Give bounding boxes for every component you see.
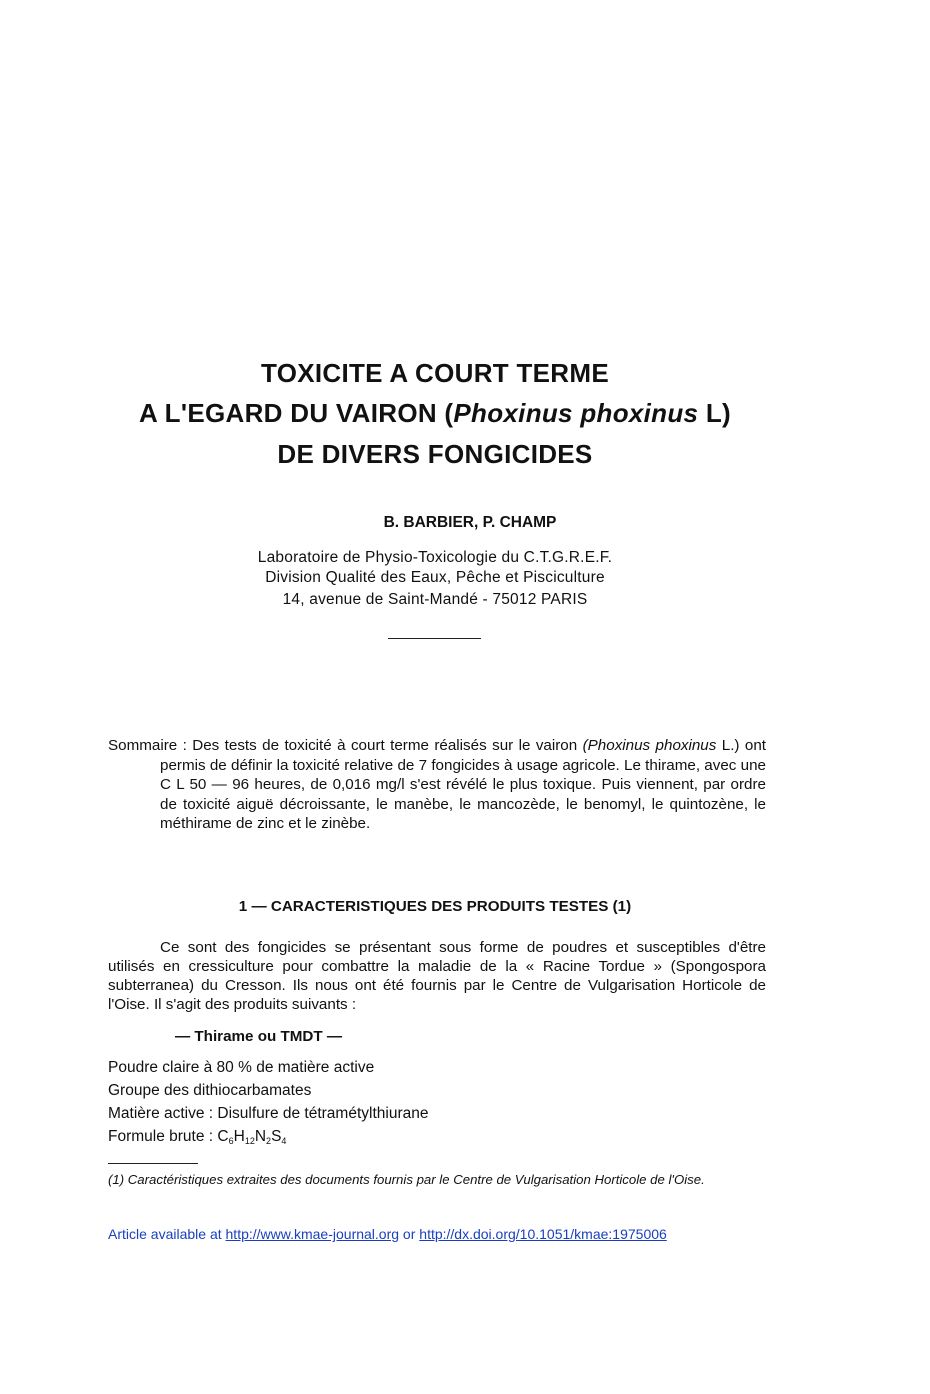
species-name: Phoxinus phoxinus <box>453 398 699 428</box>
product-line-1: Poudre claire à 80 % de matière active <box>108 1059 375 1076</box>
title-line-2 <box>0 398 870 429</box>
article-prefix: Article available at <box>108 1226 226 1242</box>
article-availability <box>108 1226 667 1242</box>
doi-link[interactable]: http://dx.doi.org/10.1051/kmae:1975006 <box>419 1226 667 1242</box>
product-line-3: Matière active : Disulfure de tétramétylthiurane <box>108 1105 429 1122</box>
footnote-text: (1) Caractéristiques extraites des documents fournis par le Centre de Vulgarisation Horticole de l'Oise. <box>108 1172 705 1187</box>
journal-link[interactable]: http://www.kmae-journal.org <box>225 1226 400 1242</box>
section-paragraph: Ce sont des fongicides se présentant sous forme de poudres et susceptibles d'être utilisés en cressiculture pour combattre la maladie de la « Racine Tordue » (Spongospora subterranea) du Cresson. Ils nous ont été fournis par le Centre de Vulgarisation Horticole de l'Oise. Il s'agit des produits suivants : <box>108 939 766 1013</box>
affiliation-line-1: Laboratoire de Physio-Toxicologie du C.T.G.R.E.F. <box>257 549 613 566</box>
product-formula-line <box>108 1128 286 1146</box>
title-line-2-suffix: L) <box>698 398 731 428</box>
abstract-text-b: L.) ont permis de définir la toxicité relative de 7 fongicides à usage agricole. Le thirame, avec une C L 50 — 96 heures, de 0,016 mg/l s'est révélé le plus toxique. Puis viennent, par ordre de toxicité aiguë décroissante, le manèbe, le mancozède, le benomyl, le quintozène, le méthirame de zinc et le zinèbe. <box>160 737 767 832</box>
title-line-1: TOXICITE A COURT TERME <box>261 358 609 388</box>
abstract-label: Sommaire : <box>108 737 187 754</box>
affiliation-line-2: Division Qualité des Eaux, Pêche et Pisciculture <box>265 569 605 586</box>
affiliation-line-3: 14, avenue de Saint-Mandé - 75012 PARIS <box>282 591 588 608</box>
title-line-2-prefix: A L'EGARD DU VAIRON ( <box>139 398 454 428</box>
product-heading: — Thirame ou TMDT — <box>175 1028 343 1045</box>
product-line-2: Groupe des dithiocarbamates <box>108 1082 312 1099</box>
abstract-italic: (Phoxinus phoxinus <box>582 737 717 754</box>
footnote-rule <box>108 1163 198 1164</box>
title-separator <box>388 638 481 639</box>
authors: B. BARBIER, P. CHAMP <box>383 514 557 531</box>
title-line-3: DE DIVERS FONGICIDES <box>277 439 593 469</box>
section-heading: 1 — CARACTERISTIQUES DES PRODUITS TESTES (1) <box>238 898 632 915</box>
article-middle: or <box>399 1226 420 1242</box>
chemical-formula: $C_6H_{12}N_2S_4$ <box>217 1128 287 1146</box>
formula-label: Formule brute : <box>108 1128 218 1145</box>
abstract <box>108 736 766 834</box>
footnote <box>108 1171 766 1189</box>
abstract-text-a: Des tests de toxicité à court terme réalisés sur le vairon <box>186 737 583 754</box>
